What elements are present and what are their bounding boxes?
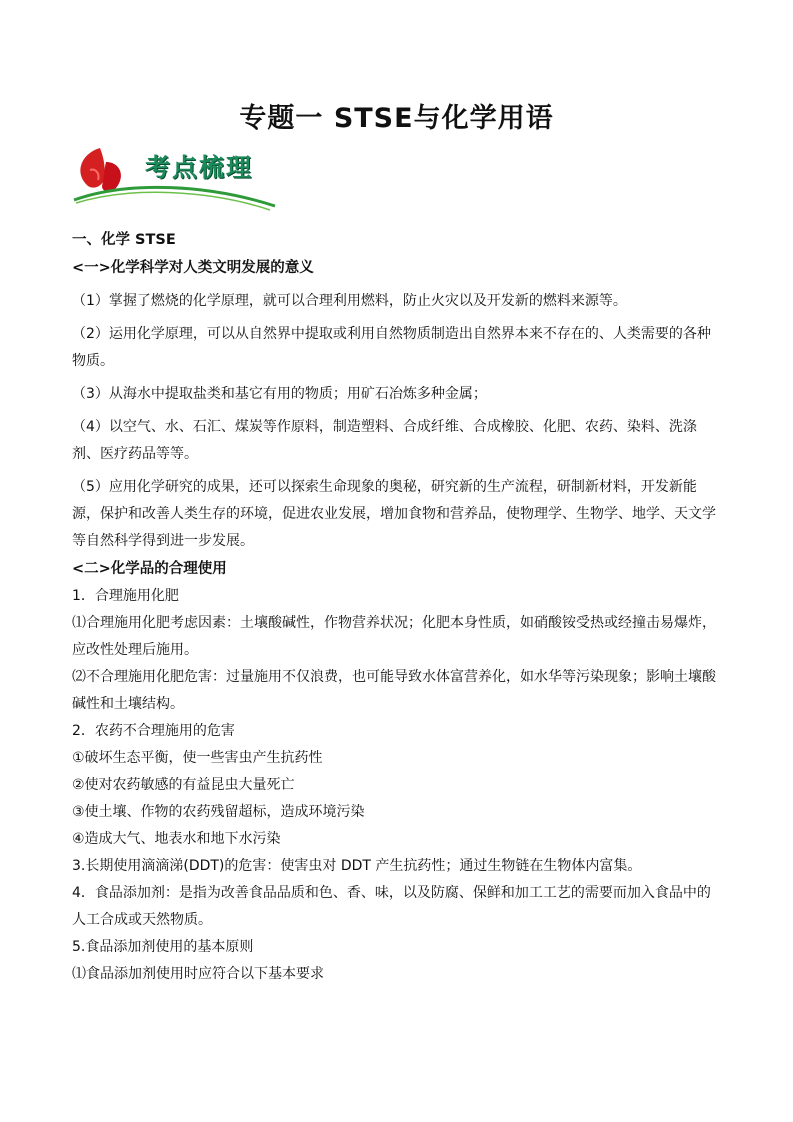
section-heading: 一、化学 STSE xyxy=(72,232,176,248)
list-item: ①破坏生态平衡，使一些害虫产生抗药性 xyxy=(72,750,323,766)
paragraph: （3）从海水中提取盐类和基它有用的物质；用矿石冶炼多种金属； xyxy=(72,386,487,402)
list-item: 4．食品添加剂：是指为改善食品品质和色、香、味，以及防腐、保鲜和加工工艺的需要而加入食品中的人工合成或天然物质。 xyxy=(72,885,711,928)
section-banner xyxy=(70,140,280,215)
list-item: ⑴食品添加剂使用时应符合以下基本要求 xyxy=(72,966,324,982)
paragraph: （2）运用化学原理，可以从自然界中提取或利用自然物质制造出自然界本来不存在的、人类需要的各种物质。 xyxy=(72,326,711,369)
banner-title: 考点梳理 xyxy=(145,153,254,182)
list-item: ②使对农药敏感的有益昆虫大量死亡 xyxy=(72,777,295,793)
subsection-heading: <一>化学科学对人类文明发展的意义 xyxy=(72,260,314,276)
list-item: ⑴合理施用化肥考虑因素：土壤酸碱性，作物营养状况；化肥本身性质，如硝酸铵受热或经撞击易爆炸，应改性处理后施用。 xyxy=(72,615,716,658)
list-item: 5.食品添加剂使用的基本原则 xyxy=(72,939,254,955)
paragraph: （5）应用化学研究的成果，还可以探索生命现象的奥秘，研究新的生产流程，研制新材料，开发新能源，保护和改善人类生存的环境，促进农业发展，增加食物和营养品，使物理学、生物学、地学、天文学等自然科学得到进一步发展。 xyxy=(72,479,716,549)
list-item: 1．合理施用化肥 xyxy=(72,588,179,604)
page-title: 专题一 STSE与化学用语 xyxy=(239,103,554,134)
list-item: 2．农药不合理施用的危害 xyxy=(72,723,235,739)
document-body xyxy=(72,226,724,988)
subsection-heading: <二>化学品的合理使用 xyxy=(72,561,227,577)
list-item: 3.长期使用滴滴涕(DDT)的危害：使害虫对 DDT 产生抗药性；通过生物链在生物体内富集。 xyxy=(72,858,642,874)
paragraph: （4）以空气、水、石汇、煤炭等作原料，制造塑料、合成纤维、合成橡胶、化肥、农药、染料、洗涤剂、医疗药品等等。 xyxy=(72,419,697,462)
paragraph: （1）掌握了燃烧的化学原理，就可以合理利用燃料，防止火灾以及开发新的燃料来源等。 xyxy=(72,293,627,309)
list-item: ③使土壤、作物的农药残留超标，造成环境污染 xyxy=(72,804,365,820)
list-item: ⑵不合理施用化肥危害：过量施用不仅浪费，也可能导致水体富营养化，如水华等污染现象；影响土壤酸碱性和土壤结构。 xyxy=(72,669,716,712)
list-item: ④造成大气、地表水和地下水污染 xyxy=(72,831,281,847)
